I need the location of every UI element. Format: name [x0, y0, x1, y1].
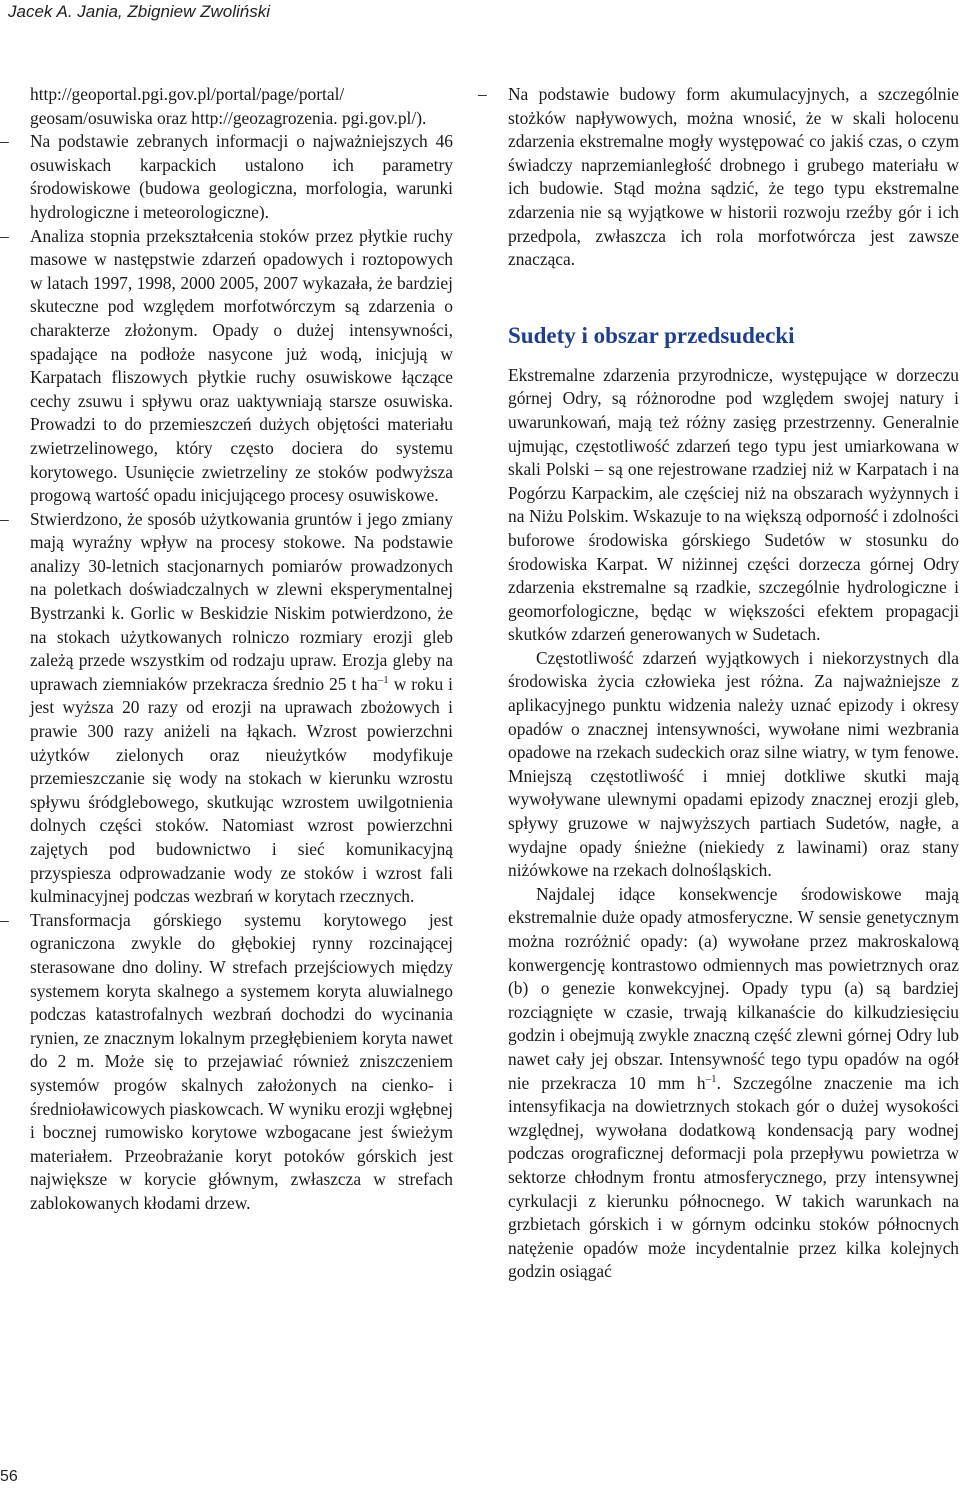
bullet-item: – Analiza stopnia przekształcenia stoków przez płytkie ruchy masowe w następstwie zdarzeń opadowych i roztopowych w latach 1997, 1998, 2000 2005, 2007 wykazała, że bardziej skuteczne pod względem morfotwórczym są zdarzenia o charakterze złożonym. Opady o dużej intensywności, spadające na podłoże nasycone już wodą, inicjują w Karpatach fliszowych płytkie ruchy osuwiskowe łączące cechy zsuwu i spływu oraz uaktywniają starsze osuwiska. Prowadzi to do przemieszczeń dużych objętości materiału zwietrzelinowego, który często dociera do systemu korytowego. Usunięcie zwietrzeliny ze stoków podwyższa progową wartość opadu inicjującego procesy osuwiskowe. — [30, 225, 453, 508]
right-column — [508, 83, 959, 1284]
paragraph: Częstotliwość zdarzeń wyjątkowych i niekorzystnych dla środowiska życia człowieka jest różna. Za najważniejsze z aplikacyjnego punktu widzenia należy uznać epizody i okresy opadów o znacznej intensywności, wywołane nimi wezbrania opadowe na rzekach sudeckich oraz silne wiatry, w tym fenowe. Mniejszą częstotliwość i mniej dotkliwe skutki mają wywoływane ulewnymi opadami epizody znacznej erozji gleb, spływy gruzowe w najwyższych partiach Sudetów, nagłe, a wydajne opady śnieżne (niekiedy z lawinami) oraz stany niżówkowe na rzekach dolnośląskich. — [508, 647, 959, 881]
bullet-text: w roku i jest wyższa 20 razy od erozji na uprawach zbożowych i prawie 300 razy aniżeli na łąkach. Wzrost powierzchni użytków zielonych oraz nieużytków modyfikuje przemieszczanie się wody na stokach w kierunku wzrostu spływu śródglebowego, skutkując wzrostem uwilgotnienia dolnych części stoków. Natomiast wzrost powierzchni zajętych pod budownictwo i sieć komunikacyjną przyspiesza odprowadzanie wody ze stoków i wzrost fali kulminacyjnej podczas wezbrań w korytach rzecznych. — [30, 673, 453, 907]
paragraph-text: . Szczególne znaczenie ma ich intensyfikacja na dowietrznych stokach gór o dużej wysokości względnej, wywołana dodatkową kondensacją pary wodnej podczas orograficznej deformacji pola przepływu powietrza w sektorze chłodnym frontu atmosferycznego, przy intensywnej cyrkulacji z kierunku północnego. W takich warunkach na grzbietach górskich i w górnym odcinku stoków północnych natężenie opadów może incydentalnie przez kilka kolejnych godzin osiągać — [508, 1072, 960, 1282]
bullet-list-left — [30, 130, 453, 1215]
running-head-authors: Jacek A. Jania, Zbigniew Zwoliński — [8, 2, 271, 21]
left-column — [30, 83, 453, 1216]
bullet-text: Stwierdzono, że sposób użytkowania gruntów i jego zmiany mają wyraźny wpływ na procesy stokowe. Na podstawie analizy 30-letnich stacjonarnych pomiarów prowadzonych na poletkach doświadczalnych w zlewni eksperymentalnej Bystrzanki k. Gorlic w Beskidzie Niskim potwierdzono, że na stokach użytkowanych rolniczo rozmiary erozji gleb zależą przede wszystkim od rodzaju upraw. Erozja gleby na uprawach ziemniaków przekracza średnio 25 t ha — [30, 508, 453, 694]
paragraph-text: Najdalej idące konsekwencje środowiskowe mają ekstremalnie duże opady atmosferyczne. W sensie genetycznym można rozróżnić opady: (a) wywołane przez makroskalową konwergencję kontrastowo odmiennych mas powietrznych oraz (b) o genezie konwekcyjnej. Opady typu (a) są bardziej rozciągnięte w czasie, trwają kilkanaście do kilkudziesięciu godzin i obejmują zwykle znaczną część zlewni górnej Odry lub nawet cały jej obszar. Intensywność tego typu opadów na ogół nie przekracza 10 mm h — [508, 883, 959, 1093]
bullet-item — [30, 508, 453, 909]
superscript: –1 — [705, 1072, 717, 1085]
section-title: Sudety i obszar przedsudecki — [508, 322, 795, 348]
page-number: 56 — [0, 1468, 18, 1485]
bullet-item: – Na podstawie zebranych informacji o najważniejszych 46 osuwiskach karpackich ustalono ich parametry środowiskowe (budowa geologiczna, morfologia, warunki hydrologiczne i meteorologiczne). — [30, 130, 453, 224]
continuation-text: http://geoportal.pgi.gov.pl/portal/page/portal/ geosam/osuwiska oraz http://geozagrozenia. pgi.gov.pl/). — [30, 84, 427, 128]
bullet-item: – Transformacja górskiego systemu korytowego jest ograniczona zwykle do głębokiej rynny rozcinającej sterasowane dno doliny. W strefach przejściowych między systemem koryta skalnego a systemem koryta aluwialnego podczas katastrofalnych wezbrań dochodzi do wycinania rynien, ze znacznym lokalnym przegłębieniem koryta nawet do 2 m. Może się to przejawiać również zniszczeniem systemów progów skalnych założonych na cienko- i średnioławicowych piaskowcach. W wyniku erozji wgłębnej i bocznej rumowisko korytowe wzbogacane jest świeżym materiałem. Przeobrażanie koryt potoków górskich jest największe w korycie głównym, zwłaszcza w strefach zablokowanych kłodami drzew. — [30, 909, 453, 1216]
paragraph: Ekstremalne zdarzenia przyrodnicze, występujące w dorzeczu górnej Odry, są różnorodne pod względem swojej natury i uwarunkowań, mają też różny zasięg przestrzenny. Generalnie ujmując, częstotliwość zdarzeń tego typu jest umiarkowana w skali Polski – są one rejestrowane rzadziej niż w Karpatach i na Pogórzu Karpackim, ale częściej niż na obszarach wyżynnych i na Niżu Polskim. Wskazuje to na większą odporność i zdolności buforowe środowiska górskiego Sudetów w stosunku do środowiska Karpat. W niżinnej części dorzecza górnej Odry zdarzenia ekstremalne są rzadkie, szczególnie hydrologiczne i geomorfologiczne, będąc w większości efektem propagacji skutków zdarzeń generowanych w Sudetach. — [508, 364, 959, 645]
paragraph — [508, 883, 959, 1284]
bullet-list-right — [508, 83, 959, 272]
bullet-item: – Na podstawie budowy form akumulacyjnych, a szczególnie stożków napływowych, można wnosić, że w skali holocenu zdarzenia ekstremalne mogły występować co jakiś czas, o czym świadczy naprzemianległość drobnego i grubego materiału w ich budowie. Stąd można sądzić, że tego typu ekstremalne zdarzenia nie są wyjątkowe w historii rozwoju rzeźby gór i ich przedpola, zwłaszcza ich rola morfotwórcza jest zawsze znacząca. — [508, 83, 959, 272]
superscript: –1 — [377, 674, 389, 687]
